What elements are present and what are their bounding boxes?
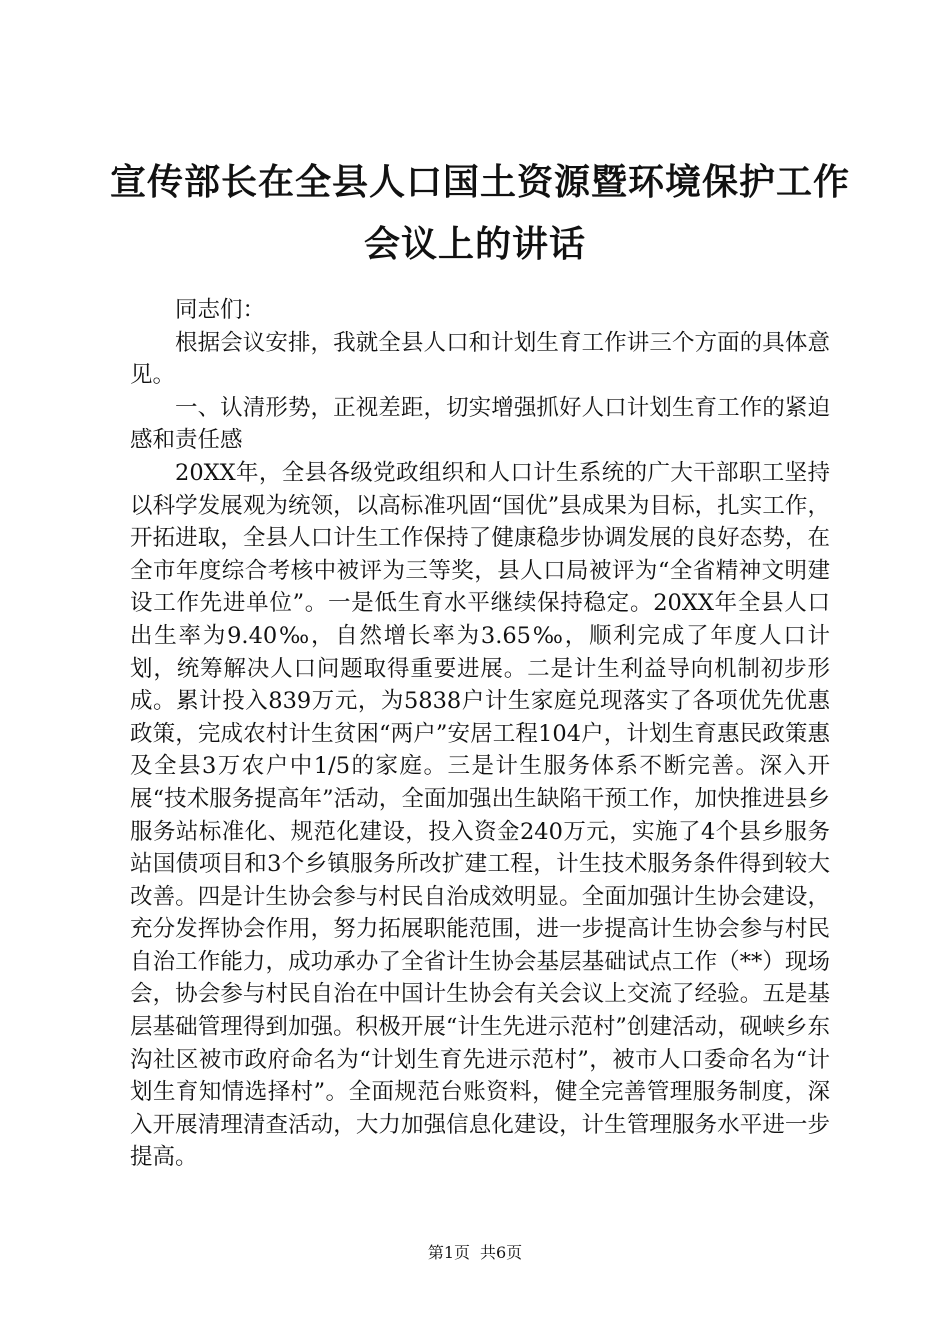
body-paragraph: 20XX年，全县各级党政组织和人口计生系统的广大干部职工坚持以科学发展观为统领，以高标准巩固“国优”县成果为目标，扎实工作，开拓进取，全县人口计生工作保持了健康稳步协调发展的良好态势，在全市年度综合考核中被评为三等奖，县人口局被评为“全省精神文明建设工作先进单位”。一是低生育水平继续保持稳定。20XX年全县人口出生率为9.40‰，自然增长率为3.65‰，顺利完成了年度人口计划，统筹解决人口问题取得重要进展。二是计生利益导向机制初步形成。累计投入839万元，为5838户计生家庭兑现落实了各项优先优惠政策，完成农村计生贫困“两户”安居工程104户，计划生育惠民政策惠及全县3万农户中1/5的家庭。三是计生服务体系不断完善。深入开展“技术服务提高年”活动，全面加强出生缺陷干预工作，加快推进县乡服务站标准化、规范化建设，投入资金240万元，实施了4个县乡服务站国债项目和3个乡镇服务所改扩建工程，计生技术服务条件得到较大改善。四是计生协会参与村民自治成效明显。全面加强计生协会建设，充分发挥协会作用，努力拓展职能范围，进一步提高计生协会参与村民自治工作能力，成功承办了全省计生协会基层基础试点工作（**）现场会，协会参与村民自治在中国计生协会有关会议上交流了经验。五是基层基础管理得到加强。积极开展“计生先进示范村”创建活动，砚峡乡东沟社区被市政府命名为“计划生育先进示范村”，被市人口委命名为“计划生育知情选择村”。全面规范台账资料，健全完善管理服务制度，深入开展清理清查活动，大力加强信息化建设，计生管理服务水平进一步提高。: [130, 459, 830, 1171]
salutation: 同志们：: [175, 297, 266, 323]
document-title-line-1: 宣传部长在全县人口国土资源暨环境保护工作: [110, 161, 851, 203]
page-number-total: 共6页: [480, 1243, 523, 1262]
document-body: [130, 294, 830, 1174]
section-heading: 一、认清形势，正视差距，切实增强抓好人口计划生育工作的紧迫感和责任感: [130, 394, 830, 454]
document-title-line-2: 会议上的讲话: [363, 223, 586, 265]
intro-paragraph: 根据会议安排，我就全县人口和计划生育工作讲三个方面的具体意见。: [130, 329, 830, 389]
page-number-current: 第1页: [427, 1243, 470, 1262]
page-footer: [0, 1242, 950, 1264]
